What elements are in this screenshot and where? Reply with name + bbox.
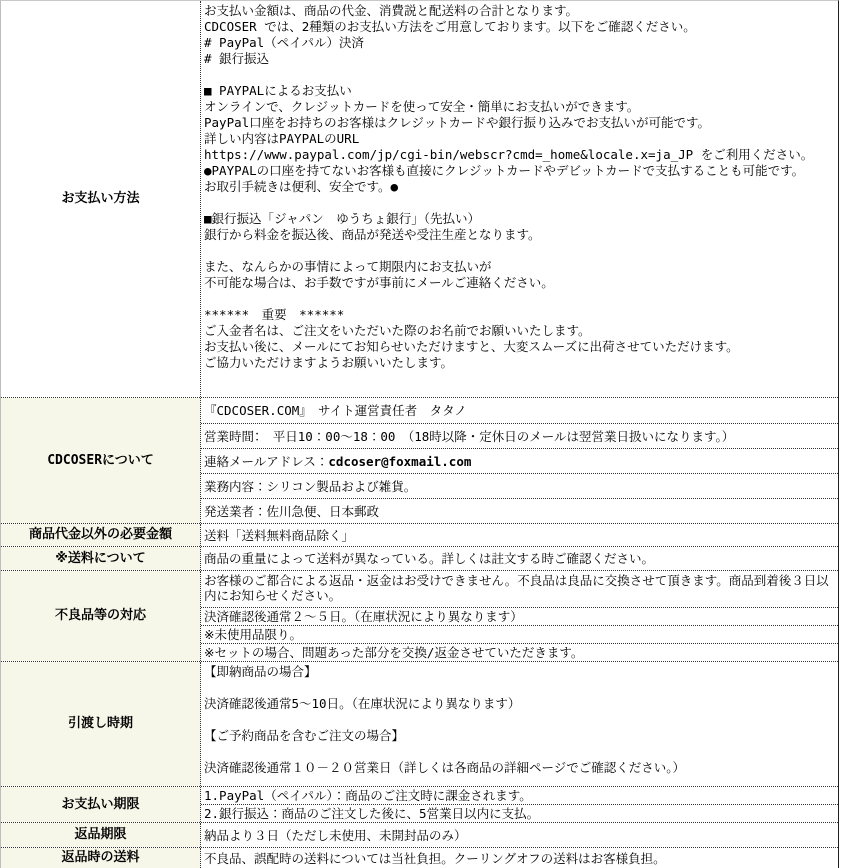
section-defective-items [1, 570, 838, 661]
section-extra-fees [1, 523, 838, 546]
defective-row-unused-only: ※未使用品限り。 [201, 625, 838, 643]
defective-row-set-exchange: ※セットの場合、問題あった部分を交換/返金させていただきます。 [201, 643, 838, 661]
payment-deadline-content [201, 787, 838, 822]
delivery-line-preorder-heading: 【ご予約商品を含むご注文の場合】 [204, 728, 405, 743]
section-header-extra-fees: 商品代金以外の必要金額 [1, 524, 201, 546]
section-about [1, 397, 838, 523]
payment-deadline-bank: 2.銀行振込：商品のご注文した後に、5営業日以内に支払。 [201, 804, 838, 822]
payment-line: 詳しい内容はPAYPALのURL [204, 131, 360, 146]
payment-deadline-paypal: 1.PayPal（ペイパル）：商品のご注文時に課金されます。 [204, 788, 532, 803]
payment-line-blank [204, 291, 835, 307]
payment-line: お支払い金額は、商品の代金、消費説と配送料の合計となります。 [204, 3, 579, 18]
about-row-shipping-carrier: 発送業者：佐川急便、日本郵政 [201, 498, 838, 523]
payment-line: # 銀行振込 [204, 51, 270, 66]
delivery-line-ready-heading: 【即納商品の場合】 [204, 664, 317, 679]
payment-line: お支払い後に、メールにてお知らせいただけますと、大変スムーズに出荷させていただけます。 [204, 339, 739, 354]
shipping-note-text: 商品の重量によって送料が異なっている。詳しくは註文する時ご確認ください。 [204, 551, 655, 566]
payment-line: 不可能な場合は、お手数ですが事前にメールご連絡ください。 [204, 275, 554, 290]
section-header-delivery-time: 引渡し時期 [1, 662, 201, 786]
return-shipping-content [201, 848, 838, 868]
section-return-shipping [1, 847, 838, 868]
delivery-line-preorder-days: 決済確認後通常１０－２０営業日（詳しくは各商品の詳細ページでご確認ください。） [204, 760, 686, 775]
section-header-payment-deadline: お支払い期限 [1, 787, 201, 822]
return-deadline-text: 納品より３日（ただし未使用、未開封品のみ） [204, 827, 467, 843]
payment-line: # PayPal（ペイパル）決済 [204, 35, 364, 50]
payment-line: 銀行から料金を振込後、商品が発送や受注生産となります。 [204, 227, 541, 242]
return-shipping-text: 不良品、誤配時の送料については当社負担。クーリングオフの送料はお客様負担。 [204, 850, 666, 866]
section-payment-method [1, 1, 838, 397]
defective-row-policy: お客様のご都合による返品・返金はお受けできません。不良品は良品に交換させて頂きます。商品到着後３日以内にお知らせください。 [204, 573, 829, 603]
payment-line: PayPal口座をお持ちのお客様はクレジットカードや銀行振り込みでお支払いが可能です。 [204, 115, 710, 130]
shipping-note-content [201, 547, 838, 570]
extra-fees-text: 送料「送料無料商品除く」 [204, 527, 355, 543]
delivery-line-blank [204, 712, 835, 728]
payment-line: ご入金者名は、ご注文をいただいた際のお名前でお願いいたします。 [204, 323, 591, 338]
payment-line: オンラインで、クレジットカードを使って安全・簡単にお支払いができます。 [204, 99, 640, 114]
section-return-deadline [1, 822, 838, 847]
payment-line: お取引手続きは便利、安全です。● [204, 179, 399, 194]
about-row-business-description: 業務内容：シリコン製品および雑貨。 [201, 473, 838, 498]
contact-email-address: cdcoser@foxmail.com [328, 453, 472, 469]
payment-line: ご協力いただけますようお願いいたします。 [204, 355, 454, 370]
section-delivery-time [1, 661, 838, 786]
delivery-line-blank [204, 744, 835, 760]
payment-line-paypal-url: https://www.paypal.com/jp/cgi-bin/webscr?cmd=_home&locale.x=ja_JP をご利用ください。 [204, 147, 814, 162]
about-row-contact-email [201, 448, 838, 473]
payment-line-blank [204, 195, 835, 211]
payment-line: ■銀行振込「ジャパン ゆうちょ銀行」（先払い） [204, 211, 481, 226]
payment-line: ●PAYPALの口座を持てないお客様も直接にクレジットカードやデビットカードで支払することも可能です。 [204, 163, 805, 178]
payment-line-blank [204, 243, 835, 259]
about-content [201, 398, 838, 523]
payment-line: また、なんらかの事情によって期限内にお支払いが [204, 259, 492, 274]
section-payment-deadline [1, 786, 838, 822]
defective-row-processing-days: 決済確認後通常２～５日。（在庫状況により異なります） [201, 607, 838, 625]
defective-items-content [201, 571, 838, 661]
payment-line-blank [204, 67, 835, 83]
section-header-return-shipping: 返品時の送料 [1, 848, 201, 868]
payment-method-content [201, 1, 838, 397]
delivery-time-content [201, 662, 838, 786]
section-header-return-deadline: 返品期限 [1, 823, 201, 847]
delivery-line-ready-days: 決済確認後通常5～10日。（在庫状況により異なります） [204, 696, 521, 711]
about-row-site-operator: 『CDCOSER.COM』 サイト運営責任者 タタノ [204, 403, 467, 418]
extra-fees-content [201, 524, 838, 546]
about-row-business-hours: 営業時間： 平日10：00～18：00 （18時以降・定休日のメールは翌営業日扱いになります。） [201, 423, 838, 448]
section-header-payment-method: お支払い方法 [1, 1, 201, 397]
section-header-defective-items: 不良品等の対応 [1, 571, 201, 661]
section-header-about: CDCOSERについて [1, 398, 201, 523]
payment-line-important: ****** 重要 ****** [204, 307, 345, 322]
section-shipping-note [1, 546, 838, 570]
delivery-line-blank [204, 680, 835, 696]
contact-email-label: 連絡メールアドレス： [204, 453, 329, 469]
payment-line: ■ PAYPALによるお支払い [204, 83, 352, 98]
return-deadline-content [201, 823, 838, 847]
payment-line: CDCOSER では、2種類のお支払い方法をご用意しております。以下をご確認ください。 [204, 19, 696, 34]
section-header-shipping-note: ※送料について [1, 547, 201, 570]
